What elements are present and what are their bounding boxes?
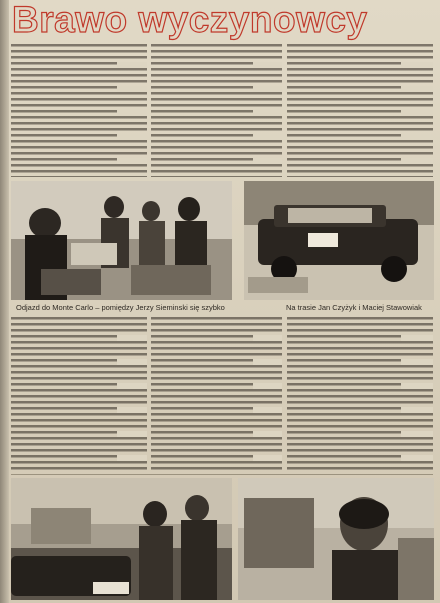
- photo-driver-portrait: [238, 478, 434, 600]
- photo-caption-left: Odjazd do Monte Carlo – pomiędzy Jerzy Sieminski się szybko: [16, 303, 225, 312]
- text-column-1-middle: [11, 317, 147, 471]
- photo-start-crowd: [11, 181, 232, 300]
- text-column-3-top: [287, 44, 433, 177]
- photo-caption-right: Na trasie Jan Czyżyk i Maciej Stawowiak: [286, 303, 422, 312]
- text-column-1-top: [11, 44, 147, 177]
- photo-crew-with-car: [11, 478, 232, 600]
- text-column-3-middle: [287, 317, 433, 471]
- article-headline: Brawo wyczynowcy: [12, 0, 368, 40]
- text-column-2-top: [151, 44, 282, 177]
- section-divider: [11, 474, 433, 475]
- photo-rally-cars: [244, 181, 434, 300]
- page-edge-shadow: [0, 0, 9, 603]
- text-column-2-middle: [151, 317, 282, 471]
